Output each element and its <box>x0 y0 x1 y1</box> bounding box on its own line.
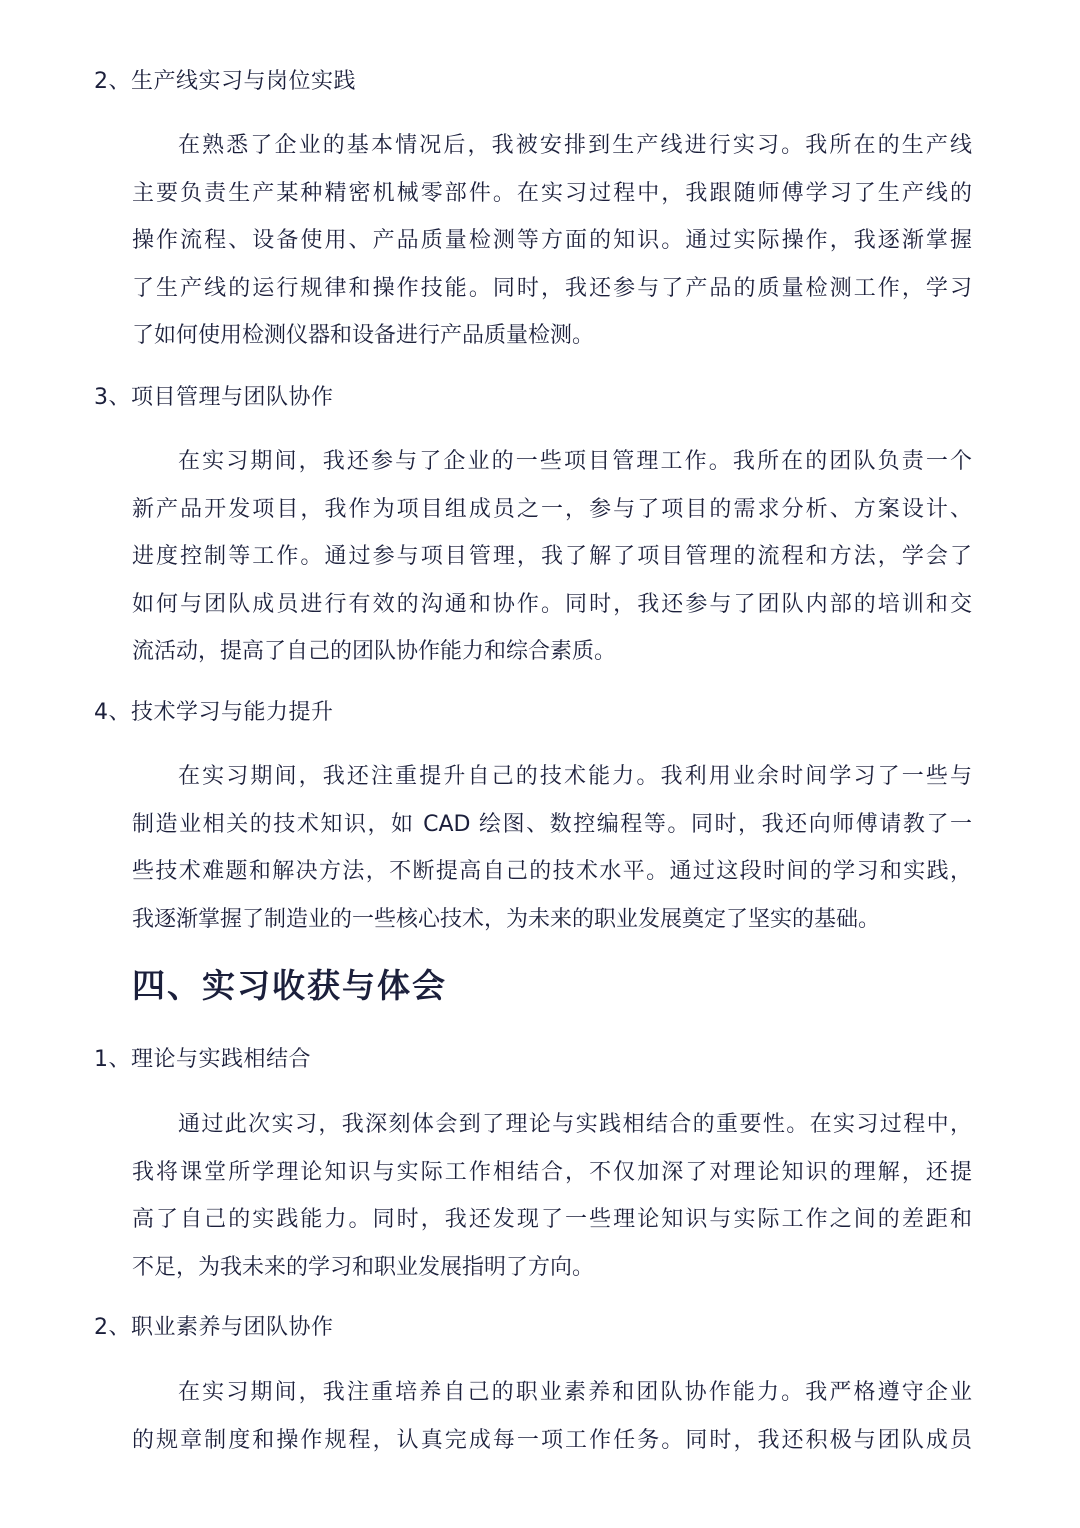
paragraph-line: 制造业相关的技术知识，如 CAD 绘图、数控编程等。同时，我还向师傅请教了一 <box>132 811 972 837</box>
paragraph-line: 新产品开发项目，我作为项目组成员之一，参与了项目的需求分析、方案设计、 <box>132 496 972 522</box>
paragraph-line: 我逐渐掌握了制造业的一些核心技术，为未来的职业发展奠定了坚实的基础。 <box>132 906 881 932</box>
paragraph-line: 在实习期间，我还注重提升自己的技术能力。我利用业余时间学习了一些与 <box>178 764 972 789</box>
paragraph-line: 流活动，提高了自己的团队协作能力和综合素质。 <box>132 639 617 664</box>
paragraph-line: 通过此次实习，我深刻体会到了理论与实践相结合的重要性。在实习过程中， <box>178 1112 972 1137</box>
paragraph-theory-practice <box>132 1101 972 1291</box>
paragraph-line: 主要负责生产某种精密机械零部件。在实习过程中，我跟随师傅学习了生产线的 <box>132 180 972 206</box>
paragraph-line: 了如何使用检测仪器和设备进行产品质量检测。 <box>132 323 595 348</box>
paragraph-line: 在实习期间，我注重培养自己的职业素养和团队协作能力。我严格遵守企业 <box>178 1380 972 1405</box>
paragraph-line: 些技术难题和解决方法，不断提高自己的技术水平。通过这段时间的学习和实践， <box>132 859 972 884</box>
paragraph-tech-learning <box>132 753 972 943</box>
paragraph-line: 不足，为我未来的学习和职业发展指明了方向。 <box>132 1254 595 1280</box>
paragraph-line: 我将课堂所学理论知识与实际工作相结合，不仅加深了对理论知识的理解，还提 <box>132 1159 972 1185</box>
paragraph-production-line <box>132 122 972 360</box>
subheading-project-management: 3、项目管理与团队协作 <box>94 385 334 410</box>
paragraph-line: 的规章制度和操作规程，认真完成每一项工作任务。同时，我还积极与团队成员 <box>132 1427 972 1453</box>
paragraph-line: 进度控制等工作。通过参与项目管理，我了解了项目管理的流程和方法，学会了 <box>132 544 972 569</box>
paragraph-professionalism <box>132 1369 972 1464</box>
subheading-professionalism: 2、职业素养与团队协作 <box>94 1315 334 1340</box>
subheading-theory-practice: 1、理论与实践相结合 <box>94 1047 311 1072</box>
paragraph-project-management <box>132 438 972 676</box>
paragraph-line: 操作流程、设备使用、产品质量检测等方面的知识。通过实际操作，我逐渐掌握 <box>132 228 972 253</box>
subheading-production-line: 2、生产线实习与岗位实践 <box>94 69 356 94</box>
paragraph-line: 高了自己的实践能力。同时，我还发现了一些理论知识与实际工作之间的差距和 <box>132 1207 972 1232</box>
paragraph-line: 在熟悉了企业的基本情况后，我被安排到生产线进行实习。我所在的生产线 <box>178 133 972 158</box>
paragraph-line: 如何与团队成员进行有效的沟通和协作。同时，我还参与了团队内部的培训和交 <box>132 591 972 617</box>
chapter-heading-gains: 四、实习收获与体会 <box>132 966 447 1005</box>
subheading-tech-learning: 4、技术学习与能力提升 <box>94 700 334 725</box>
paragraph-line: 在实习期间，我还参与了企业的一些项目管理工作。我所在的团队负责一个 <box>178 449 972 474</box>
paragraph-line: 了生产线的运行规律和操作技能。同时，我还参与了产品的质量检测工作，学习 <box>132 275 972 301</box>
